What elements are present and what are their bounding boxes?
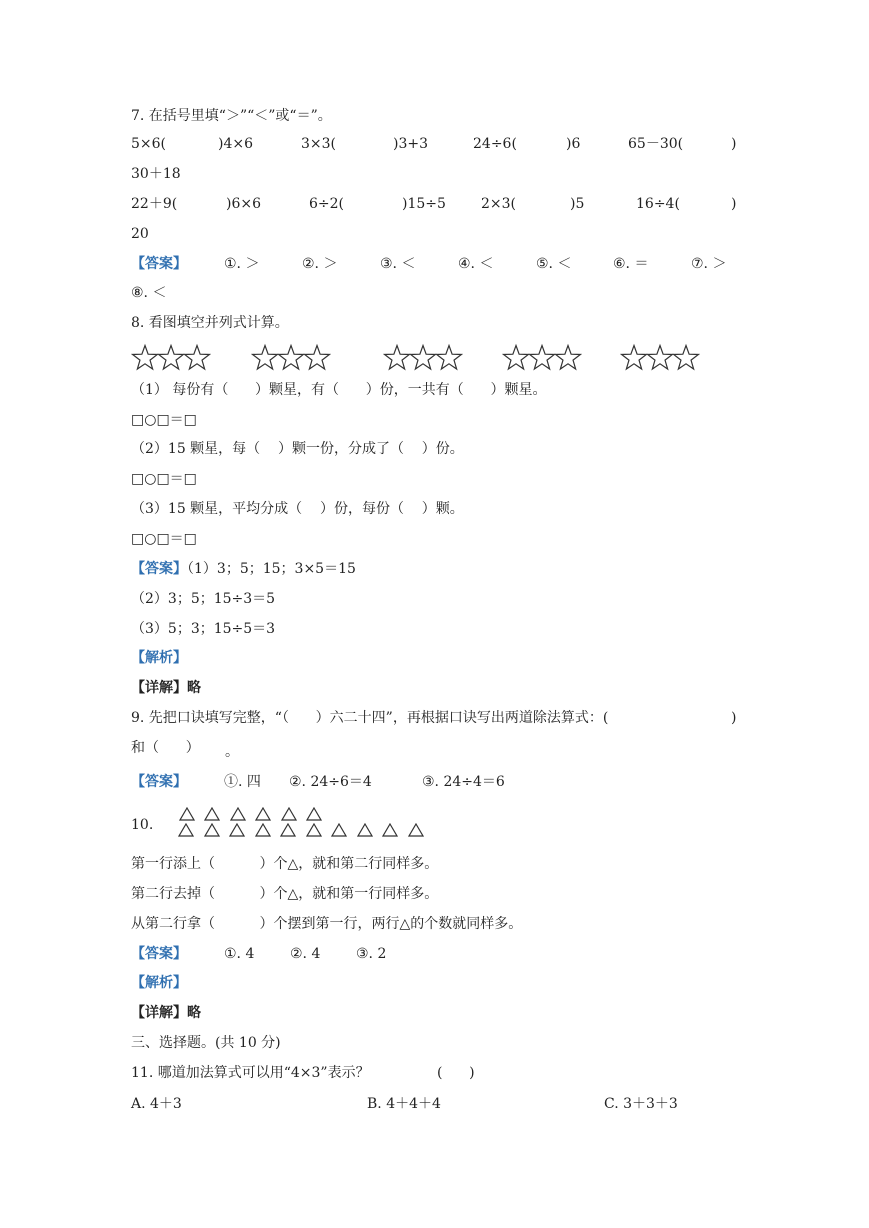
q11-answer-paren: ( )	[437, 1065, 475, 1081]
q9-answer-label: 【答案】	[131, 774, 187, 790]
q11-question: 11. 哪道加法算式可以用“4×3”表示？	[131, 1065, 370, 1081]
q10-line2: 第二行去掉（ ）个△，就和第一行同样多。	[131, 886, 439, 902]
q7-answer-8: ⑧. ＜	[131, 285, 167, 301]
q7-r2-c2: )6×6	[226, 196, 262, 212]
triangle-icon	[408, 823, 424, 837]
q9-line1-end: )	[731, 710, 737, 726]
q7-answer-5: ⑤. ＜	[536, 256, 572, 272]
q8-analysis-label: 【解析】	[131, 650, 187, 666]
q7-r1-c8: )	[731, 136, 737, 152]
star-group	[251, 343, 331, 373]
q9-answer-1: ①. 四	[224, 774, 261, 790]
q11-option-b[interactable]: B. 4＋4＋4	[367, 1096, 441, 1112]
q8-part3: （3）15 颗星，平均分成（ ）份，每份（ ）颗。	[131, 501, 464, 517]
q10-answer-2: ②. 4	[290, 946, 321, 962]
q8-answer-3: （3）5；3；15÷5＝3	[131, 621, 276, 637]
q7-row1-cont: 30＋18	[131, 166, 181, 182]
q10-detail: 【详解】略	[131, 1005, 201, 1021]
star-icon	[530, 346, 555, 370]
star-icon	[185, 346, 210, 370]
q8-detail: 【详解】略	[131, 680, 201, 696]
q7-r1-c5: 24÷6(	[473, 136, 517, 152]
q7-r2-c5: 2×3(	[481, 196, 517, 212]
q9-line2: 和（ ）	[131, 740, 200, 756]
q7-r1-c4: )3+3	[393, 136, 429, 152]
star-icon	[674, 346, 699, 370]
star-icon	[504, 346, 529, 370]
q7-r2-c1: 22＋9(	[131, 196, 178, 212]
q8-title: 8. 看图填空并列式计算。	[131, 315, 289, 331]
star-icon	[305, 346, 330, 370]
triangle-icon	[281, 807, 297, 821]
star-icon	[411, 346, 436, 370]
triangle-icon	[357, 823, 373, 837]
star-icon	[648, 346, 673, 370]
q10-line1: 第一行添上（ ）个△，就和第二行同样多。	[131, 856, 439, 872]
q8-answer-line-1	[131, 559, 356, 579]
q11-option-a[interactable]: A. 4＋3	[131, 1096, 182, 1112]
q8-part2: （2）15 颗星，每（ ）颗一份，分成了（ ）份。	[131, 441, 464, 457]
q7-title: 7. 在括号里填“＞”“＜”或“＝”。	[131, 108, 332, 124]
q8-equation-3: □○□＝□	[131, 531, 197, 547]
q9-answer-2: ②. 24÷6＝4	[289, 774, 372, 790]
star-icon	[133, 346, 158, 370]
star-group	[383, 343, 463, 373]
star-group-svg	[131, 343, 211, 371]
q10-answer-1: ①. 4	[224, 946, 255, 962]
triangle-icon	[179, 807, 195, 821]
q8-answer-1: （1）3；5；15；3×5＝15	[187, 561, 356, 577]
section3-title: 三、选择题。(共 10 分)	[131, 1035, 281, 1051]
star-icon	[622, 346, 647, 370]
q10-line3: 从第二行拿（ ）个摆到第一行，两行△的个数就同样多。	[131, 916, 523, 932]
q7-r1-c1: 5×6(	[131, 136, 167, 152]
q10-number: 10.	[131, 817, 154, 833]
q8-part1: （1） 每份有（ ）颗星，有（ ）份，一共有（ ）颗星。	[131, 382, 547, 398]
q7-r2-c8: )	[731, 196, 737, 212]
q7-r1-c7: 65－30(	[628, 136, 684, 152]
triangle-icon	[306, 823, 322, 837]
star-group-svg	[251, 343, 331, 371]
star-group-svg	[383, 343, 463, 371]
triangle-icon	[178, 823, 194, 837]
star-group-svg	[502, 343, 582, 371]
q9-answer-3: ③. 24÷4＝6	[422, 774, 505, 790]
q8-equation-2: □○□＝□	[131, 471, 197, 487]
triangle-icon	[280, 823, 296, 837]
triangle-icon	[331, 823, 347, 837]
q10-analysis-label: 【解析】	[131, 975, 187, 991]
star-icon	[253, 346, 278, 370]
q7-r2-c7: 16÷4(	[636, 196, 680, 212]
triangle-icon	[255, 807, 271, 821]
q10-answer-label: 【答案】	[131, 946, 187, 962]
q11-option-c[interactable]: C. 3＋3＋3	[604, 1096, 678, 1112]
star-icon	[159, 346, 184, 370]
q7-answer-1: ①. ＞	[224, 256, 260, 272]
q7-r2-c3: 6÷2(	[309, 196, 345, 212]
q9-line1: 9. 先把口诀填写完整，“（ ）六二十四”，再根据口诀写出两道除法算式：(	[131, 710, 609, 726]
star-group	[131, 343, 211, 373]
q7-r1-c3: 3×3(	[301, 136, 337, 152]
star-group-svg	[620, 343, 700, 371]
star-icon	[437, 346, 462, 370]
triangle-icon	[382, 823, 398, 837]
triangle-icon	[204, 807, 220, 821]
star-group	[502, 343, 582, 373]
q10-answer-3: ③. 2	[356, 946, 387, 962]
star-icon	[385, 346, 410, 370]
q7-answer-7: ⑦. ＞	[691, 256, 727, 272]
q8-equation-1: □○□＝□	[131, 412, 197, 428]
q7-r2-c6: )5	[570, 196, 585, 212]
q7-r2-c4: )15÷5	[402, 196, 446, 212]
q7-answer-4: ④. ＜	[458, 256, 494, 272]
triangle-icon	[230, 807, 246, 821]
q7-answer-3: ③. ＜	[380, 256, 416, 272]
q7-row2-cont: 20	[131, 226, 149, 242]
triangle-icon	[229, 823, 245, 837]
star-group	[620, 343, 700, 373]
triangle-icon	[204, 823, 220, 837]
q7-answer-2: ②. ＞	[302, 256, 338, 272]
q8-answer-label: 【答案】	[131, 561, 187, 577]
q7-answer-6: ⑥. ＝	[613, 256, 649, 272]
q7-r1-c2: )4×6	[218, 136, 254, 152]
star-icon	[556, 346, 581, 370]
star-icon	[279, 346, 304, 370]
triangle-icon	[306, 807, 322, 821]
q7-r1-c6: )6	[566, 136, 581, 152]
triangle-icon	[255, 823, 271, 837]
q9-line2-end: 。	[225, 744, 239, 760]
q7-answer-label: 【答案】	[131, 256, 187, 272]
q8-answer-2: （2）3；5；15÷3＝5	[131, 591, 276, 607]
